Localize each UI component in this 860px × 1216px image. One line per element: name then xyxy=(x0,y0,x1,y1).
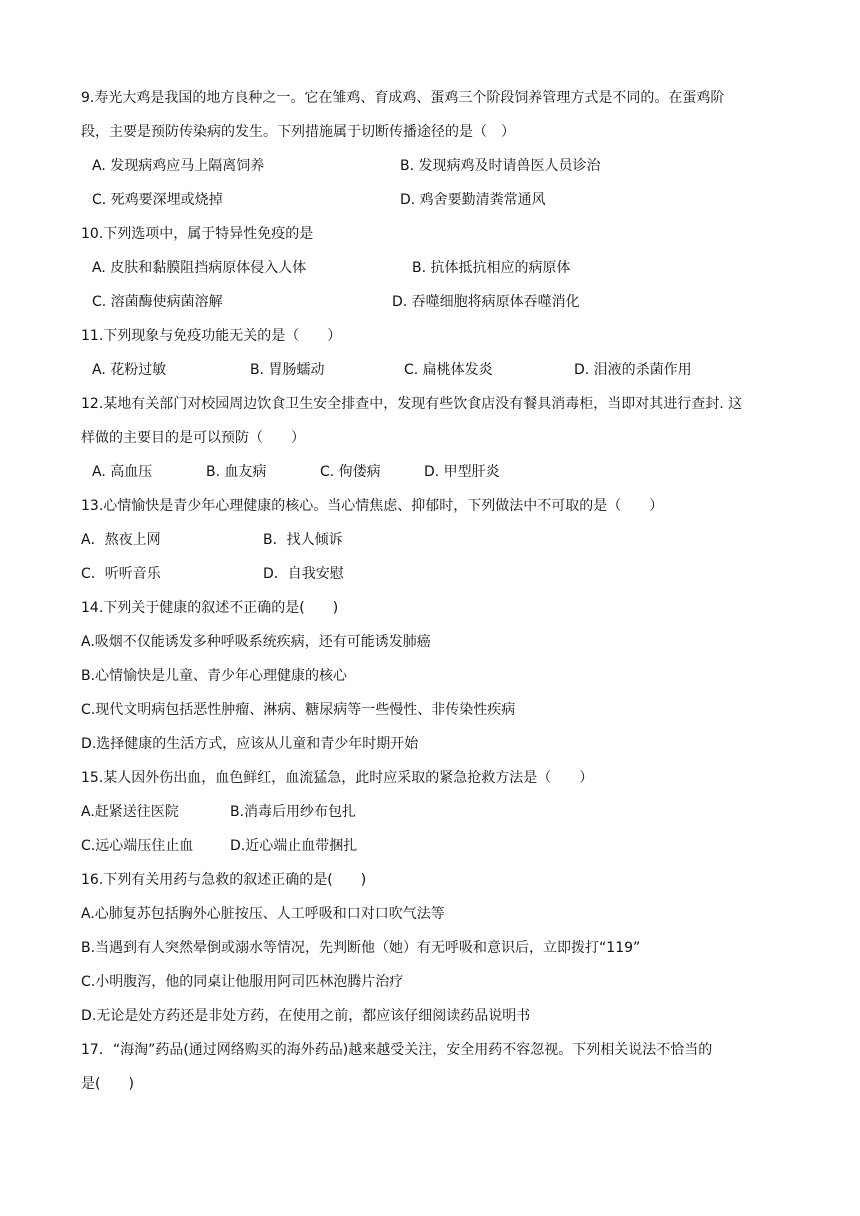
question-12-option-b: B. 血友病 xyxy=(206,464,267,480)
question-9-stem-line-2: 段，主要是预防传染病的发生。下列措施属于切断传播途径的是（ ） xyxy=(81,124,515,140)
question-15-option-c: C.远心端压住止血 xyxy=(81,838,194,854)
question-10-option-d: D. 吞噬细胞将病原体吞噬消化 xyxy=(392,294,580,310)
question-11-option-c: C. 扁桃体发炎 xyxy=(404,362,493,378)
question-9-option-a: A. 发现病鸡应马上隔离饲养 xyxy=(92,158,265,174)
question-17-stem-line-2: 是( ) xyxy=(81,1076,134,1092)
question-9-option-b: B. 发现病鸡及时请兽医人员诊治 xyxy=(400,158,601,174)
question-12-option-d: D. 甲型肝炎 xyxy=(424,464,500,480)
question-14-option-d: D.选择健康的生活方式，应该从儿童和青少年时期开始 xyxy=(81,736,419,752)
question-16-stem: 16.下列有关用药与急救的叙述正确的是( ) xyxy=(81,872,367,888)
question-16-option-a: A.心肺复苏包括胸外心脏按压、人工呼吸和口对口吹气法等 xyxy=(81,906,445,922)
question-10-option-b: B. 抗体抵抗相应的病原体 xyxy=(412,260,571,276)
question-17-stem-line-1: 17．“海淘”药品(通过网络购买的海外药品)越来越受关注，安全用药不容忽视。下列相关说法不恰当的 xyxy=(81,1042,713,1058)
question-13-option-b: B．找人倾诉 xyxy=(263,532,343,548)
question-12-stem-line-2: 样做的主要目的是可以预防（ ） xyxy=(81,430,305,446)
question-15-option-d: D.近心端止血带捆扎 xyxy=(230,838,358,854)
question-14-option-b: B.心情愉快是儿童、青少年心理健康的核心 xyxy=(81,668,348,684)
question-13-option-a: A．熬夜上网 xyxy=(81,532,161,548)
question-12-option-a: A. 高血压 xyxy=(92,464,153,480)
question-13-stem: 13.心情愉快是青少年心理健康的核心。当心情焦虑、抑郁时，下列做法中不可取的是（ ） xyxy=(81,498,664,514)
question-15-option-a: A.赶紧送往医院 xyxy=(81,804,179,820)
question-14-option-a: A.吸烟不仅能诱发多种呼吸系统疾病，还有可能诱发肺癌 xyxy=(81,634,431,650)
question-10-option-c: C. 溶菌酶使病菌溶解 xyxy=(92,294,223,310)
question-12-option-c: C. 佝偻病 xyxy=(320,464,381,480)
question-16-option-b: B.当遇到有人突然晕倒或溺水等情况，先判断他（她）有无呼吸和意识后，立即拨打“119” xyxy=(81,940,641,956)
question-13-option-d: D．自我安慰 xyxy=(263,566,344,582)
question-9-option-c: C. 死鸡要深埋或烧掉 xyxy=(92,192,223,208)
question-15-stem: 15.某人因外伤出血，血色鲜红，血流猛急，此时应采取的紧急抢救方法是（ ） xyxy=(81,770,594,786)
question-12-stem-line-1: 12.某地有关部门对校园周边饮食卫生安全排查中，发现有些饮食店没有餐具消毒柜，当即对其进行查封. 这 xyxy=(81,396,743,412)
question-14-option-c: C.现代文明病包括恶性肿瘤、淋病、糖尿病等一些慢性、非传染性疾病 xyxy=(81,702,516,718)
question-15-option-b: B.消毒后用纱布包扎 xyxy=(230,804,357,820)
question-14-stem: 14.下列关于健康的叙述不正确的是( ) xyxy=(81,600,339,616)
question-10-stem: 10.下列选项中，属于特异性免疫的是 xyxy=(81,226,314,242)
question-13-option-c: C．听听音乐 xyxy=(81,566,161,582)
question-11-option-b: B. 胃肠蠕动 xyxy=(250,362,325,378)
question-9-option-d: D. 鸡舍要勤清粪常通风 xyxy=(400,192,546,208)
question-11-option-a: A. 花粉过敏 xyxy=(92,362,167,378)
question-11-option-d: D. 泪液的杀菌作用 xyxy=(574,362,692,378)
question-10-option-a: A. 皮肤和黏膜阻挡病原体侵入人体 xyxy=(92,260,307,276)
question-16-option-d: D.无论是处方药还是非处方药，在使用之前，都应该仔细阅读药品说明书 xyxy=(81,1008,531,1024)
question-11-stem: 11.下列现象与免疫功能无关的是（ ） xyxy=(81,328,342,344)
question-9-stem-line-1: 9.寿光大鸡是我国的地方良种之一。它在雏鸡、育成鸡、蛋鸡三个阶段饲养管理方式是不同的。在蛋鸡阶 xyxy=(81,90,725,106)
question-16-option-c: C.小明腹泻，他的同桌让他服用阿司匹林泡腾片治疗 xyxy=(81,974,404,990)
